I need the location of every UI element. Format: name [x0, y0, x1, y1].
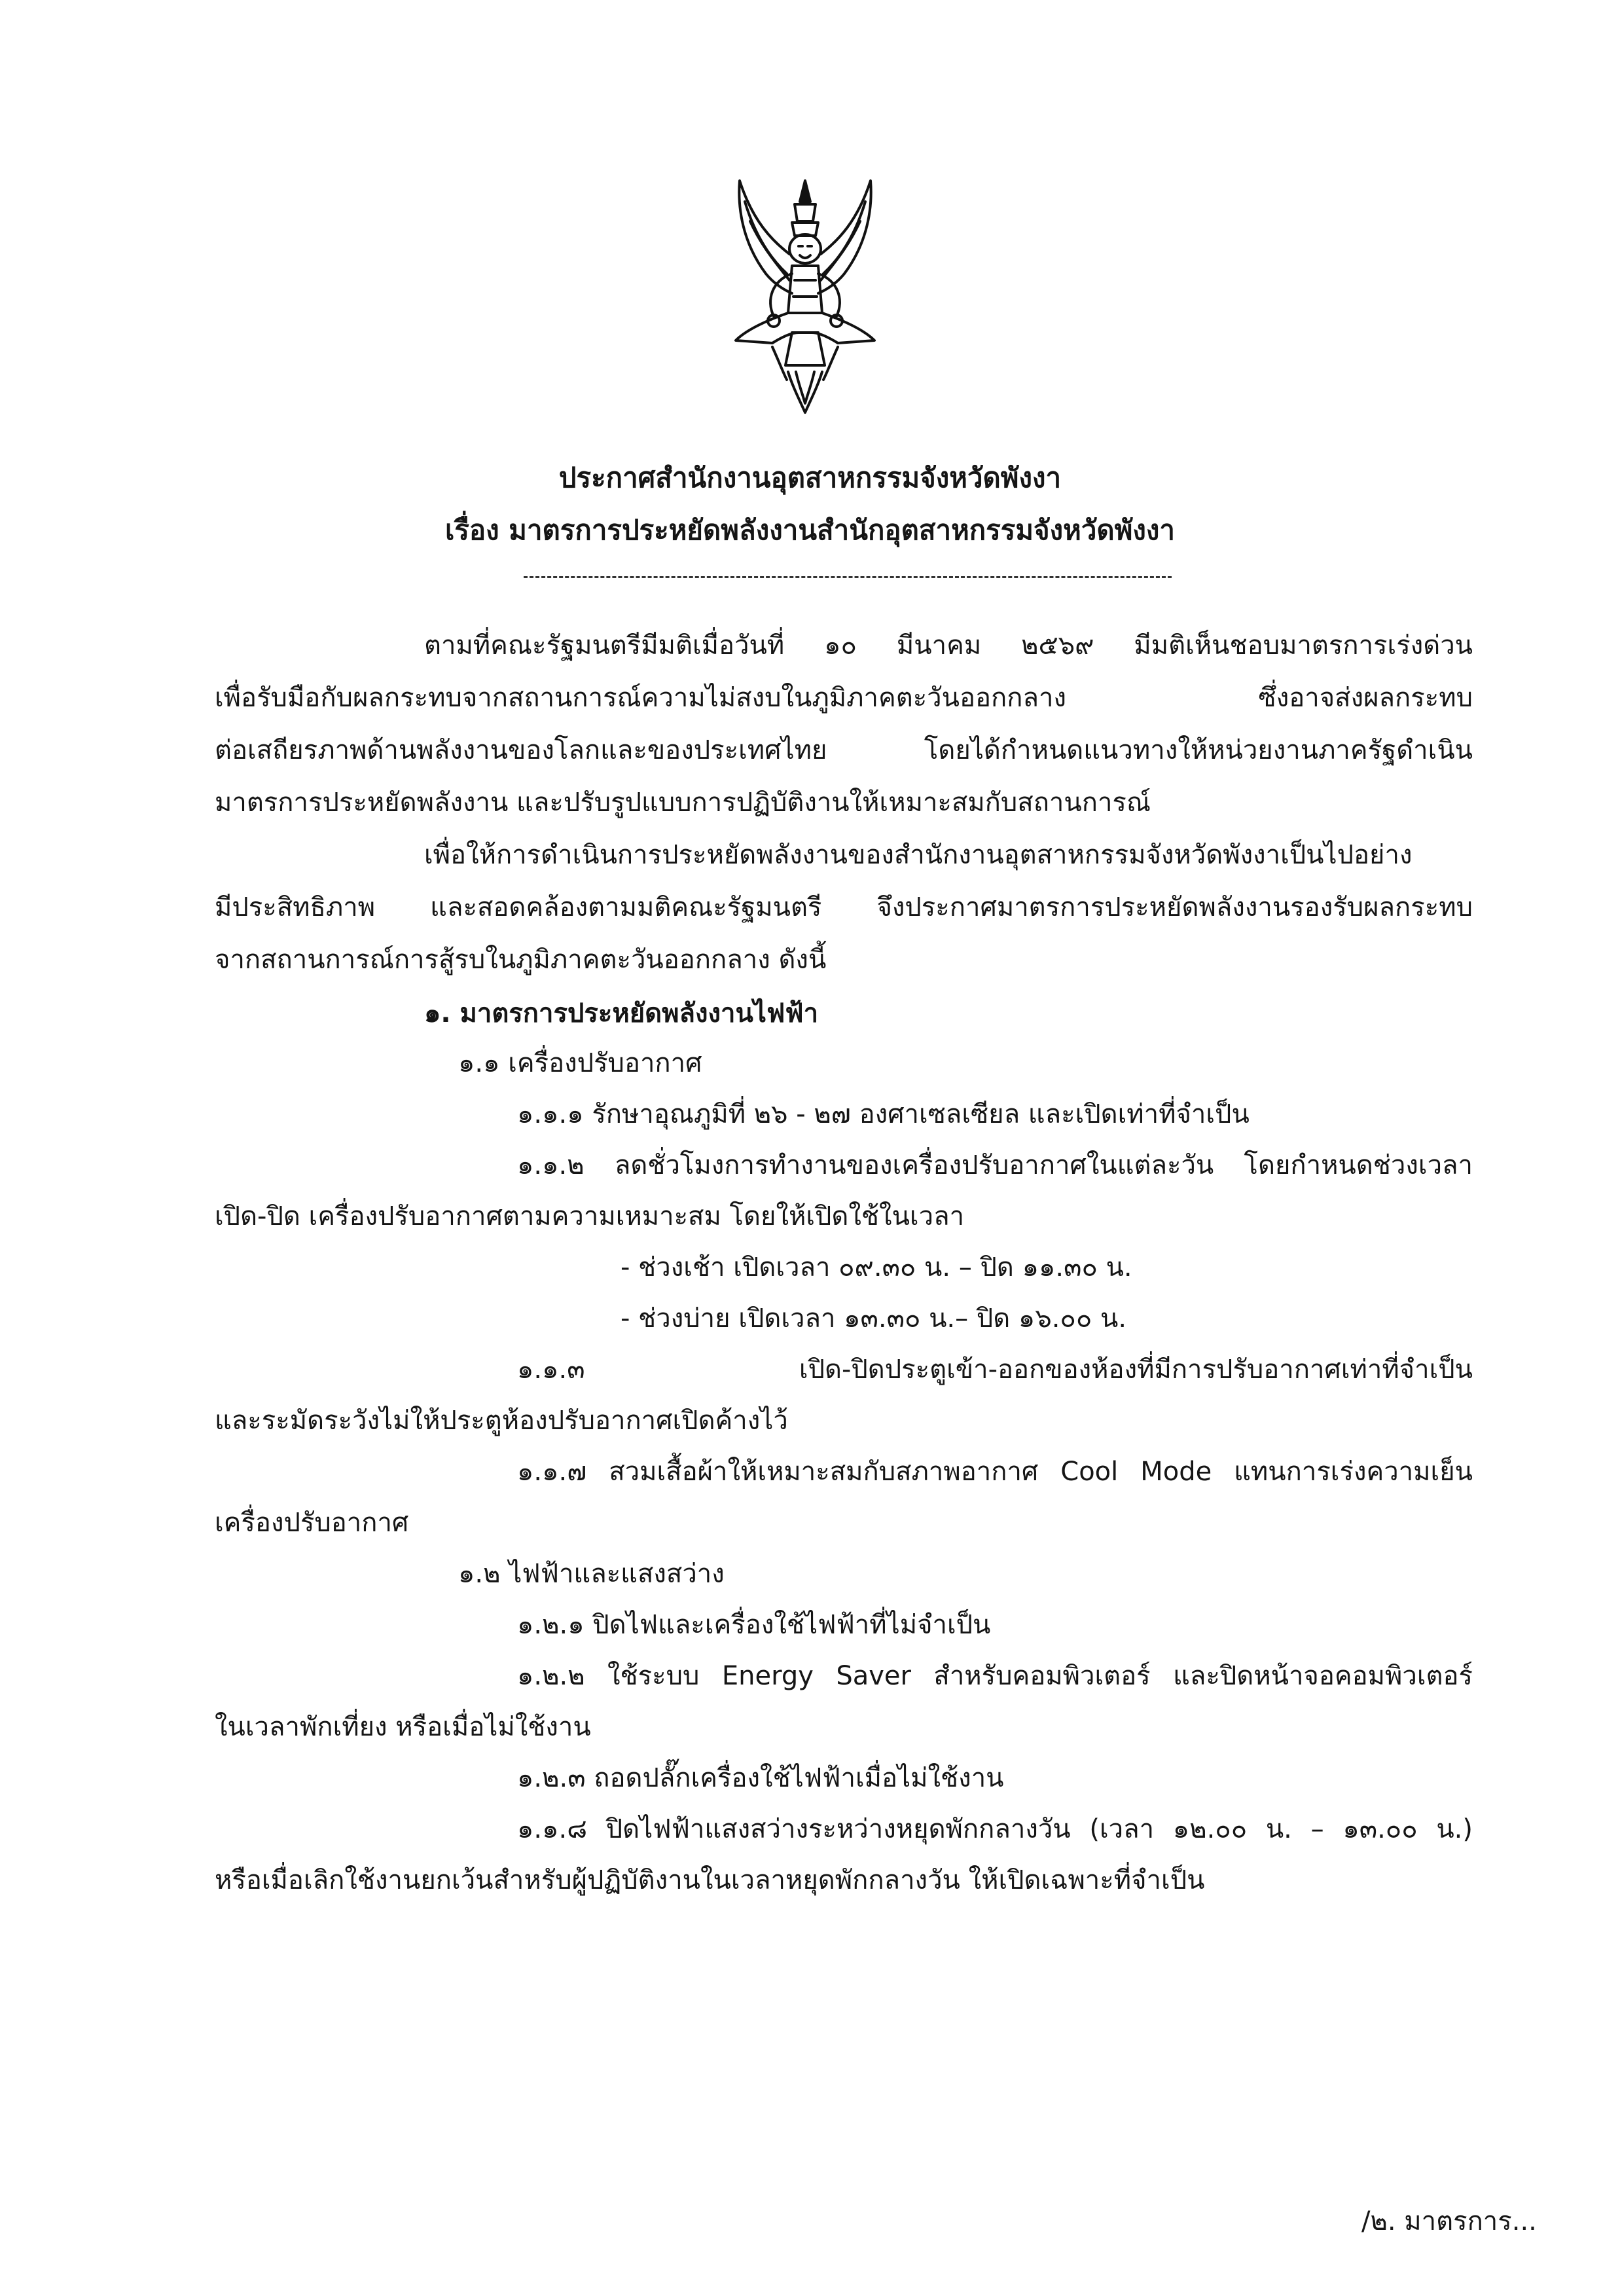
paragraph-1-line-1: ตามที่คณะรัฐมนตรีมีมติเมื่อวันที่ ๑๐ มีนาคม ๒๕๖๙ มีมติเห็นชอบมาตรการเร่งด่วน [424, 630, 1473, 661]
document-title: ประกาศสำนักงานอุตสาหกรรมจังหวัดพังงา [558, 462, 1062, 494]
item-1-1-1: ๑.๑.๑ รักษาอุณภูมิที่ ๒๖ - ๒๗ องศาเซลเซียล และเปิดเท่าที่จำเป็น [517, 1099, 1250, 1129]
afternoon-schedule: - ช่วงบ่าย เปิดเวลา ๑๓.๓๐ น.– ปิด ๑๖.๐๐ น. [621, 1303, 1127, 1334]
item-1-1-8-line-2: หรือเมื่อเลิกใช้งานยกเว้นสำหรับผู้ปฏิบัติงานในเวลาหยุดพักกลางวัน ให้เปิดเฉพาะที่จำเป็น [215, 1865, 1205, 1895]
item-1-1-3-line-2: และระมัดระวังไม่ให้ประตูห้องปรับอากาศเปิดค้างไว้ [215, 1406, 788, 1436]
paragraph-1-line-3: ต่อเสถียรภาพด้านพลังงานของโลกและของประเทศไทย โดยได้กำหนดแนวทางให้หน่วยงานภาครัฐดำเนิน [215, 735, 1473, 765]
subsection-1-2-heading: ๑.๒ ไฟฟ้าและแสงสว่าง [458, 1559, 725, 1589]
paragraph-1-line-2: เพื่อรับมือกับผลกระทบจากสถานการณ์ความไม่สงบในภูมิภาคตะวันออกกลาง ซึ่งอาจส่งผลกระทบ [215, 683, 1473, 713]
paragraph-1-line-4: มาตรการประหยัดพลังงาน และปรับรูปแบบการปฏิบัติงานให้เหมาะสมกับสถานการณ์ [215, 788, 1151, 818]
item-1-1-7-line-1: ๑.๑.๗ สวมเสื้อผ้าให้เหมาะสมกับสภาพอากาศ Cool Mode แทนการเร่งความเย็น [517, 1457, 1473, 1487]
paragraph-2-line-1: เพื่อให้การดำเนินการประหยัดพลังงานของสำนักงานอุตสาหกรรมจังหวัดพังงาเป็นไปอย่าง [424, 840, 1413, 870]
title-divider [524, 576, 1172, 578]
garuda-emblem-icon [727, 175, 884, 418]
paragraph-2-line-2: มีประสิทธิภาพ และสอดคล้องตามมติคณะรัฐมนตรี จึงประกาศมาตรการประหยัดพลังงานรองรับผลกระทบ [215, 892, 1473, 922]
item-1-1-7-line-2: เครื่องปรับอากาศ [215, 1508, 409, 1538]
item-1-1-8-line-1: ๑.๑.๘ ปิดไฟฟ้าแสงสว่างระหว่างหยุดพักกลางวัน (เวลา ๑๒.๐๐ น. – ๑๓.๐๐ น.) [517, 1814, 1473, 1844]
morning-schedule: - ช่วงเช้า เปิดเวลา ๐๙.๓๐ น. – ปิด ๑๑.๓๐ น. [621, 1252, 1132, 1283]
item-1-2-1: ๑.๒.๑ ปิดไฟและเครื่องใช้ไฟฟ้าที่ไม่จำเป็น [517, 1610, 991, 1640]
item-1-1-2-line-2: เปิด-ปิด เครื่องปรับอากาศตามความเหมาะสม โดยให้เปิดใช้ในเวลา [215, 1201, 965, 1231]
continuation-note: /๒. มาตรการ... [1361, 2206, 1537, 2236]
item-1-1-3-line-1: ๑.๑.๓ เปิด-ปิดประตูเข้า-ออกของห้องที่มีการปรับอากาศเท่าที่จำเป็น [517, 1355, 1473, 1385]
subsection-1-1-heading: ๑.๑ เครื่องปรับอากาศ [458, 1048, 702, 1078]
item-1-2-3: ๑.๒.๓ ถอดปลั๊กเครื่องใช้ไฟฟ้าเมื่อไม่ใช้งาน [517, 1763, 1004, 1793]
document-subject: เรื่อง มาตรการประหยัดพลังงานสำนักอุตสาหกรรมจังหวัดพังงา [445, 514, 1175, 546]
item-1-2-2-line-1: ๑.๒.๒ ใช้ระบบ Energy Saver สำหรับคอมพิวเตอร์ และปิดหน้าจอคอมพิวเตอร์ [517, 1661, 1473, 1691]
item-1-1-2-line-1: ๑.๑.๒ ลดชั่วโมงการทำงานของเครื่องปรับอากาศในแต่ละวัน โดยกำหนดช่วงเวลา [517, 1150, 1473, 1180]
paragraph-2-line-3: จากสถานการณ์การสู้รบในภูมิภาคตะวันออกกลาง ดังนี้ [215, 945, 827, 975]
section-1-heading: ๑. มาตรการประหยัดพลังงานไฟฟ้า [424, 998, 819, 1029]
item-1-2-2-line-2: ในเวลาพักเที่ยง หรือเมื่อไม่ใช้งาน [215, 1712, 591, 1742]
